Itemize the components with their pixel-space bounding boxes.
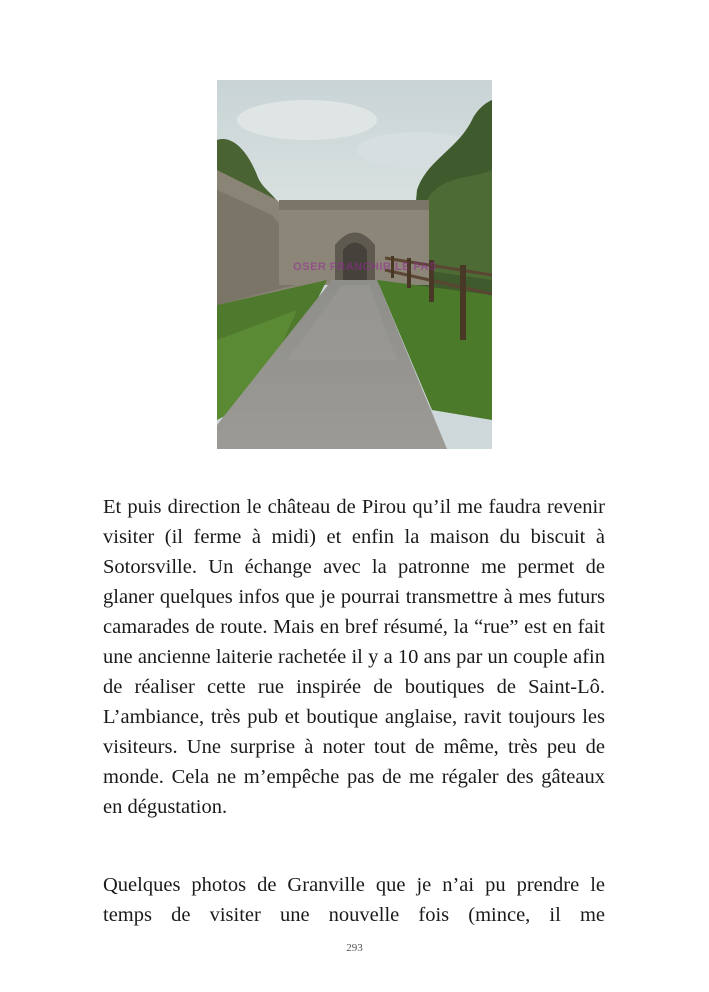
castle-path-photo [217, 80, 492, 449]
watermark-text: OSER FRANCHIR LE PAS [293, 261, 437, 273]
page-number: 293 [346, 942, 363, 954]
paragraph-1: Et puis direction le château de Pirou qu’il me faudra revenir visiter (il ferme à midi) et enfin la maison du biscuit à Sotorsville. Un échange avec la patronne me permet de glaner quelques infos que je pourrai transmettre à mes futurs camarades de route. Mais en bref résumé, la “rue” est en fait une ancienne laiterie rachetée il y a 10 ans par un couple afin de réaliser cette rue inspirée de boutiques de Saint-Lô. L’ambiance, très pub et boutique anglaise, ravit toujours les visiteurs. Une surprise à noter tout de même, très peu de monde. Cela ne m’empêche pas de me régaler des gâteaux en dégustation. [103, 496, 605, 818]
paragraph-2: Quelques photos de Granville que je n’ai pu prendre le temps de visiter une nouvelle fois (mince, il me [103, 874, 605, 926]
